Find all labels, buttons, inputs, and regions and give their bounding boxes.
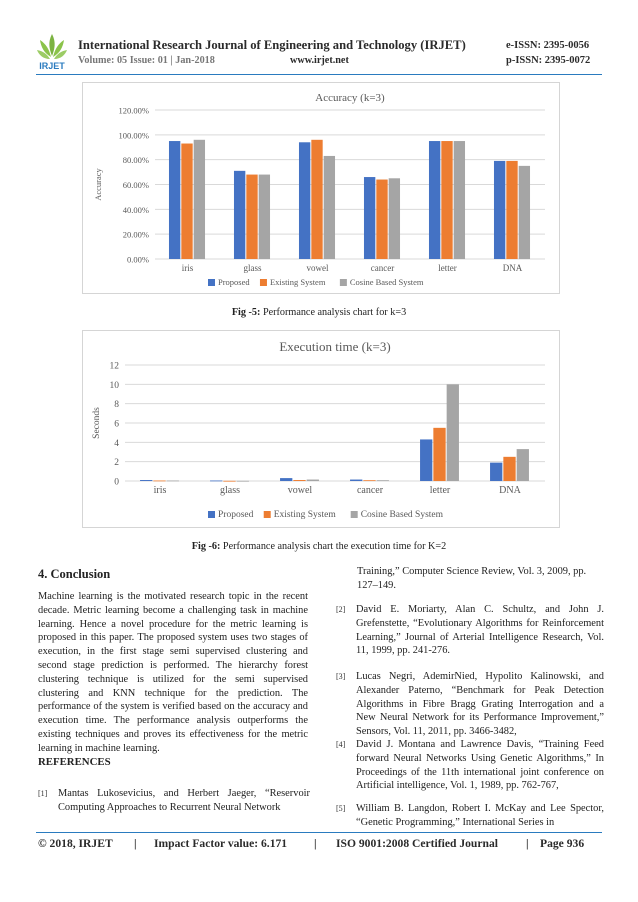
reference-1 — [38, 787, 310, 817]
x-tick-label: letter — [438, 263, 457, 273]
legend-swatch — [208, 511, 215, 518]
reference-text: David E. Moriarty, Alan C. Schultz, and John J. Grefenstette, “Evolutionary Algorithms for Reinforcement Learning,” Journal of Arterial Intelligence Research, Vol. 11, 1999, pp. 241-276. — [356, 604, 604, 657]
bar-cosine-based-system — [237, 481, 249, 482]
bar-cosine-based-system — [519, 166, 530, 259]
y-tick-label: 6 — [114, 419, 119, 430]
bar-proposed — [280, 478, 292, 481]
bar-cosine-based-system — [454, 141, 465, 259]
bar-existing-system — [311, 140, 322, 259]
y-tick-label: 0.00% — [127, 254, 149, 265]
footer-page: Page 936 — [540, 837, 585, 850]
bar-cosine-based-system — [194, 140, 205, 259]
bar-cosine-based-system — [307, 480, 319, 481]
figure-6-label: Fig -6: — [191, 541, 221, 552]
bar-cosine-based-system — [259, 175, 270, 259]
reference-number: [5] — [336, 804, 346, 813]
reference-5 — [336, 802, 604, 832]
bar-proposed — [494, 161, 505, 259]
bar-cosine-based-system — [517, 449, 529, 481]
execution-time-chart-svg — [83, 331, 559, 527]
legend-entry: Existing System — [273, 510, 336, 520]
chart-title: Accuracy (k=3) — [315, 92, 385, 104]
reference-2 — [336, 603, 604, 663]
figure-5-text: Performance analysis chart for k=3 — [260, 307, 407, 318]
p-issn: p-ISSN: 2395-0072 — [506, 55, 591, 66]
bar-proposed — [140, 480, 152, 481]
bar-proposed — [420, 439, 432, 481]
reference-text: Mantas Lukosevicius, and Herbert Jaeger, “Reservoir Computing Approaches to Recurrent Neural Network — [58, 788, 310, 813]
bar-cosine-based-system — [389, 178, 400, 259]
irjet-logo — [35, 32, 69, 74]
y-tick-label: 80.00% — [122, 155, 149, 166]
footer-iso: ISO 9001:2008 Certified Journal — [336, 837, 498, 850]
bar-cosine-based-system — [167, 481, 179, 482]
bar-existing-system — [506, 161, 517, 259]
reference-1-continued: Training,” Computer Science Review, Vol. 3, 2009, pp. 127–149. — [357, 566, 587, 591]
e-issn: e-ISSN: 2395-0056 — [506, 40, 590, 51]
legend-entry: Proposed — [218, 277, 250, 287]
reference-number: [1] — [38, 789, 48, 798]
reference-text: Lucas Negri, AdemirNied, Hypolito Kalinowski, and Alexander Paterno, “Benchmark for Peak Detection Algorithms in Fibre Bragg Grating Interrogation and a New Neural Network for its Performance Improvement,” Sensors, Vol. 11, 2011, pp. 3466-3482, — [356, 671, 604, 738]
x-tick-label: DNA — [499, 485, 521, 496]
y-tick-label: 40.00% — [122, 204, 149, 215]
reference-text: David J. Montana and Lawrence Davis, “Training Feed forward Neural Networks Using Genetic Algorithms,” In Proceedings of the 11th international joint conference on Artificial intelligence, Vol. 1, 1989, pp. 762-767, — [356, 739, 604, 792]
y-tick-label: 2 — [114, 458, 119, 469]
x-tick-label: vowel — [306, 263, 329, 273]
y-axis-label: Seconds — [92, 407, 102, 439]
logo-text: IRJET — [39, 61, 65, 71]
x-tick-label: iris — [153, 485, 167, 496]
bar-existing-system — [223, 481, 235, 482]
journal-title: International Research Journal of Engineering and Technology (IRJET) — [78, 38, 466, 52]
reference-number: [4] — [336, 740, 346, 749]
legend-entry: Existing System — [269, 277, 326, 287]
figure-5-label: Fig -5: — [231, 307, 261, 318]
bar-proposed — [490, 463, 502, 481]
legend-swatch — [260, 279, 267, 286]
reference-text: William B. Langdon, Robert I. McKay and Lee Spector, “Genetic Programming,” International Series in — [356, 803, 604, 828]
bar-proposed — [350, 480, 362, 481]
volume-issue: Volume: 05 Issue: 01 | Jan-2018 — [78, 55, 215, 66]
chart-title: Execution time (k=3) — [279, 339, 391, 354]
reference-4 — [336, 738, 604, 798]
bar-proposed — [299, 142, 310, 259]
reference-number: [3] — [336, 672, 346, 681]
x-tick-label: iris — [181, 263, 194, 273]
footer-impact-factor: Impact Factor value: 6.171 — [154, 837, 288, 850]
x-tick-label: cancer — [356, 485, 384, 496]
x-tick-label: cancer — [370, 263, 395, 273]
bar-cosine-based-system — [324, 156, 335, 259]
legend-entry: Cosine Based System — [360, 510, 444, 520]
bar-proposed — [234, 171, 245, 259]
bar-existing-system — [181, 144, 192, 259]
references-heading: REFERENCES — [38, 756, 111, 768]
y-tick-label: 20.00% — [122, 229, 149, 240]
bar-existing-system — [433, 428, 445, 481]
footer-separator: | — [134, 837, 137, 850]
x-tick-label: vowel — [287, 485, 313, 496]
y-tick-label: 8 — [114, 400, 119, 411]
footer-separator: | — [526, 837, 529, 850]
header-rule — [36, 74, 602, 75]
y-tick-label: 100.00% — [118, 130, 149, 141]
execution-time-chart — [82, 330, 560, 528]
y-tick-label: 10 — [109, 380, 119, 391]
bar-proposed — [429, 141, 440, 259]
bar-cosine-based-system — [377, 480, 389, 481]
conclusion-paragraph: Machine learning is the motivated research topic in the recent decade. Metric learning become a challenging task in machine learning. Hence a novel procedure for the metric learning is proposed in this paper. The proposed system uses two stages of execution, in the first stage semi supervised clustering and second stage prediction is performed. The hierarchy forest clustering technique is utilized for the semi supervised clustering and KNN technique for the prediction. The performance of the system is verified based on the accuracy and execution time. The performance analysis outperforms the existing techniques and proves its effectiveness for the metric learning in machine learning. — [38, 591, 308, 754]
conclusion-heading: 4. Conclusion — [38, 567, 111, 581]
bar-existing-system — [363, 480, 375, 481]
legend-swatch — [340, 279, 347, 286]
figure-6-text: Performance analysis chart the execution time for K=2 — [220, 541, 447, 552]
footer-copyright: © 2018, IRJET — [38, 837, 113, 850]
journal-url[interactable]: www.irjet.net — [290, 55, 349, 66]
legend-swatch — [264, 511, 271, 518]
x-tick-label: DNA — [502, 263, 523, 273]
bar-existing-system — [293, 480, 305, 481]
bar-cosine-based-system — [447, 384, 459, 481]
bar-existing-system — [153, 481, 165, 482]
accuracy-chart — [82, 82, 560, 294]
y-axis-label: Accuracy — [93, 168, 103, 201]
y-tick-label: 120.00% — [118, 105, 149, 116]
y-tick-label: 12 — [109, 361, 119, 372]
reference-3 — [336, 670, 604, 738]
figure-5-caption — [0, 307, 638, 318]
bar-proposed — [364, 177, 375, 259]
figure-6-caption — [0, 541, 638, 552]
y-tick-label: 0 — [114, 477, 119, 488]
legend-entry: Cosine Based System — [349, 277, 424, 287]
footer-separator: | — [314, 837, 317, 850]
bar-existing-system — [246, 175, 257, 259]
legend-entry: Proposed — [218, 510, 254, 520]
y-tick-label: 4 — [114, 438, 119, 449]
x-tick-label: glass — [243, 263, 262, 273]
bar-proposed — [210, 481, 222, 482]
legend-swatch — [351, 511, 358, 518]
reference-number: [2] — [336, 605, 346, 614]
x-tick-label: letter — [429, 485, 451, 496]
bar-proposed — [169, 141, 180, 259]
accuracy-chart-svg — [83, 83, 559, 293]
bar-existing-system — [376, 180, 387, 259]
y-tick-label: 60.00% — [122, 180, 149, 190]
x-tick-label: glass — [220, 485, 240, 496]
bar-existing-system — [503, 457, 515, 481]
bar-existing-system — [441, 141, 452, 259]
footer-rule — [36, 832, 602, 833]
legend-swatch — [208, 279, 215, 286]
